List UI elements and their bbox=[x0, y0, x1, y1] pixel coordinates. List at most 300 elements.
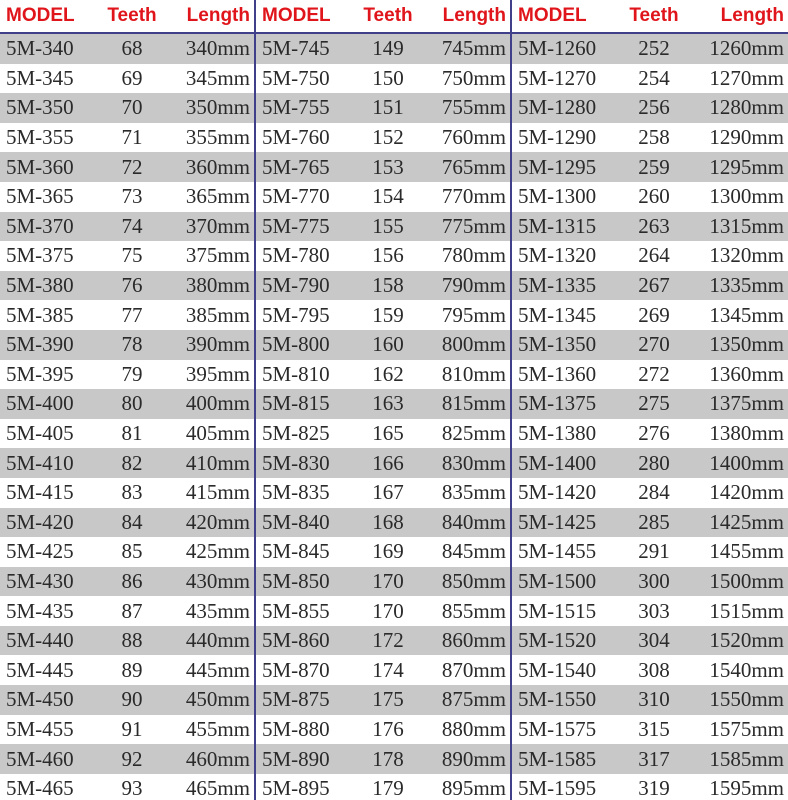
cell-teeth: 153 bbox=[372, 154, 404, 179]
cell-model: 5M-775 bbox=[262, 213, 330, 238]
cell-model: 5M-395 bbox=[6, 361, 74, 386]
cell-teeth: 69 bbox=[121, 65, 143, 90]
table-row bbox=[0, 596, 254, 626]
table-rows bbox=[512, 34, 788, 800]
cell-teeth: 68 bbox=[121, 36, 143, 61]
cell-teeth: 75 bbox=[121, 243, 143, 268]
table-header bbox=[512, 0, 788, 34]
cell-model: 5M-880 bbox=[262, 716, 330, 741]
table-row bbox=[256, 508, 510, 538]
table-row bbox=[512, 271, 788, 301]
cell-teeth: 172 bbox=[372, 628, 404, 653]
table-row bbox=[0, 655, 254, 685]
cell-model: 5M-1375 bbox=[518, 391, 597, 416]
cell-model: 5M-380 bbox=[6, 273, 74, 298]
cell-teeth: 89 bbox=[121, 657, 143, 682]
cell-model: 5M-1595 bbox=[518, 776, 597, 800]
cell-model: 5M-795 bbox=[262, 302, 330, 327]
cell-teeth: 90 bbox=[121, 687, 143, 712]
cell-length: 1335mm bbox=[709, 273, 784, 298]
cell-length: 830mm bbox=[441, 450, 506, 475]
cell-model: 5M-345 bbox=[6, 65, 74, 90]
cell-length: 345mm bbox=[185, 65, 250, 90]
cell-model: 5M-455 bbox=[6, 716, 74, 741]
table-row bbox=[256, 655, 510, 685]
table-row bbox=[512, 596, 788, 626]
cell-model: 5M-1380 bbox=[518, 421, 597, 446]
cell-length: 430mm bbox=[185, 568, 250, 593]
cell-model: 5M-420 bbox=[6, 509, 74, 534]
cell-model: 5M-870 bbox=[262, 657, 330, 682]
cell-model: 5M-780 bbox=[262, 243, 330, 268]
cell-length: 850mm bbox=[441, 568, 506, 593]
cell-teeth: 81 bbox=[121, 421, 143, 446]
table-row bbox=[256, 448, 510, 478]
table-row bbox=[0, 64, 254, 94]
cell-length: 445mm bbox=[185, 657, 250, 682]
cell-length: 365mm bbox=[185, 184, 250, 209]
cell-length: 750mm bbox=[441, 65, 506, 90]
cell-model: 5M-1540 bbox=[518, 657, 597, 682]
cell-model: 5M-855 bbox=[262, 598, 330, 623]
cell-model: 5M-365 bbox=[6, 184, 74, 209]
cell-teeth: 176 bbox=[372, 716, 404, 741]
table-row bbox=[0, 360, 254, 390]
cell-model: 5M-890 bbox=[262, 746, 330, 771]
cell-model: 5M-760 bbox=[262, 125, 330, 150]
cell-model: 5M-1295 bbox=[518, 154, 597, 179]
cell-length: 810mm bbox=[441, 361, 506, 386]
cell-teeth: 87 bbox=[121, 598, 143, 623]
cell-length: 380mm bbox=[185, 273, 250, 298]
table-row bbox=[256, 64, 510, 94]
cell-length: 415mm bbox=[185, 480, 250, 505]
header-length: Length bbox=[442, 5, 506, 26]
cell-model: 5M-1500 bbox=[518, 568, 597, 593]
table-row bbox=[512, 212, 788, 242]
cell-model: 5M-1270 bbox=[518, 65, 597, 90]
table-row bbox=[256, 34, 510, 64]
table-row bbox=[0, 300, 254, 330]
cell-length: 390mm bbox=[185, 332, 250, 357]
cell-teeth: 77 bbox=[121, 302, 143, 327]
cell-length: 1515mm bbox=[709, 598, 784, 623]
cell-model: 5M-1455 bbox=[518, 539, 597, 564]
cell-model: 5M-350 bbox=[6, 95, 74, 120]
cell-teeth: 71 bbox=[121, 125, 143, 150]
cell-length: 460mm bbox=[185, 746, 250, 771]
table-block-2 bbox=[254, 0, 510, 800]
cell-model: 5M-810 bbox=[262, 361, 330, 386]
cell-length: 1550mm bbox=[709, 687, 784, 712]
cell-teeth: 74 bbox=[121, 213, 143, 238]
cell-model: 5M-1280 bbox=[518, 95, 597, 120]
table-row bbox=[0, 685, 254, 715]
cell-teeth: 84 bbox=[121, 509, 143, 534]
cell-teeth: 170 bbox=[372, 598, 404, 623]
cell-length: 1500mm bbox=[709, 568, 784, 593]
table-row bbox=[256, 271, 510, 301]
cell-teeth: 269 bbox=[638, 302, 670, 327]
table-row bbox=[0, 448, 254, 478]
header-model: MODEL bbox=[518, 5, 587, 26]
cell-teeth: 285 bbox=[638, 509, 670, 534]
cell-model: 5M-340 bbox=[6, 36, 74, 61]
cell-length: 1425mm bbox=[709, 509, 784, 534]
cell-length: 860mm bbox=[441, 628, 506, 653]
cell-teeth: 159 bbox=[372, 302, 404, 327]
cell-length: 1360mm bbox=[709, 361, 784, 386]
cell-teeth: 259 bbox=[638, 154, 670, 179]
table-row bbox=[512, 300, 788, 330]
cell-length: 405mm bbox=[185, 421, 250, 446]
table-block-3 bbox=[510, 0, 788, 800]
cell-model: 5M-1315 bbox=[518, 213, 597, 238]
cell-teeth: 291 bbox=[638, 539, 670, 564]
cell-length: 815mm bbox=[441, 391, 506, 416]
cell-teeth: 179 bbox=[372, 776, 404, 800]
cell-teeth: 165 bbox=[372, 421, 404, 446]
table-row bbox=[256, 715, 510, 745]
cell-length: 1345mm bbox=[709, 302, 784, 327]
table-row bbox=[512, 64, 788, 94]
cell-model: 5M-765 bbox=[262, 154, 330, 179]
cell-length: 1455mm bbox=[709, 539, 784, 564]
cell-teeth: 154 bbox=[372, 184, 404, 209]
table-row bbox=[512, 478, 788, 508]
table-row bbox=[256, 212, 510, 242]
cell-teeth: 88 bbox=[121, 628, 143, 653]
cell-length: 1375mm bbox=[709, 391, 784, 416]
cell-teeth: 166 bbox=[372, 450, 404, 475]
cell-teeth: 152 bbox=[372, 125, 404, 150]
table-row bbox=[0, 508, 254, 538]
table-row bbox=[256, 360, 510, 390]
cell-model: 5M-1425 bbox=[518, 509, 597, 534]
cell-length: 1260mm bbox=[709, 36, 784, 61]
cell-teeth: 78 bbox=[121, 332, 143, 357]
table-header bbox=[0, 0, 254, 34]
table-row bbox=[256, 182, 510, 212]
cell-length: 360mm bbox=[185, 154, 250, 179]
table-rows bbox=[0, 34, 254, 800]
cell-length: 825mm bbox=[441, 421, 506, 446]
cell-length: 1290mm bbox=[709, 125, 784, 150]
cell-length: 790mm bbox=[441, 273, 506, 298]
table-header bbox=[256, 0, 510, 34]
table-row bbox=[256, 685, 510, 715]
cell-length: 1380mm bbox=[709, 421, 784, 446]
cell-length: 775mm bbox=[441, 213, 506, 238]
cell-teeth: 151 bbox=[372, 95, 404, 120]
cell-teeth: 72 bbox=[121, 154, 143, 179]
cell-model: 5M-1360 bbox=[518, 361, 597, 386]
cell-length: 1315mm bbox=[709, 213, 784, 238]
cell-teeth: 308 bbox=[638, 657, 670, 682]
cell-model: 5M-425 bbox=[6, 539, 74, 564]
cell-length: 755mm bbox=[441, 95, 506, 120]
cell-model: 5M-460 bbox=[6, 746, 74, 771]
cell-teeth: 70 bbox=[121, 95, 143, 120]
table-row bbox=[256, 123, 510, 153]
cell-model: 5M-1520 bbox=[518, 628, 597, 653]
table-row bbox=[512, 330, 788, 360]
table-row bbox=[0, 123, 254, 153]
cell-length: 450mm bbox=[185, 687, 250, 712]
cell-model: 5M-875 bbox=[262, 687, 330, 712]
cell-length: 795mm bbox=[441, 302, 506, 327]
table-row bbox=[0, 744, 254, 774]
cell-teeth: 276 bbox=[638, 421, 670, 446]
cell-teeth: 86 bbox=[121, 568, 143, 593]
table-rows bbox=[256, 34, 510, 800]
table-row bbox=[512, 715, 788, 745]
cell-teeth: 258 bbox=[638, 125, 670, 150]
cell-teeth: 170 bbox=[372, 568, 404, 593]
cell-model: 5M-825 bbox=[262, 421, 330, 446]
cell-model: 5M-1320 bbox=[518, 243, 597, 268]
cell-model: 5M-355 bbox=[6, 125, 74, 150]
cell-teeth: 270 bbox=[638, 332, 670, 357]
cell-length: 1400mm bbox=[709, 450, 784, 475]
cell-length: 395mm bbox=[185, 361, 250, 386]
cell-length: 1350mm bbox=[709, 332, 784, 357]
table-row bbox=[256, 389, 510, 419]
table-row bbox=[0, 330, 254, 360]
cell-teeth: 80 bbox=[121, 391, 143, 416]
cell-length: 385mm bbox=[185, 302, 250, 327]
table-row bbox=[256, 93, 510, 123]
cell-length: 1420mm bbox=[709, 480, 784, 505]
cell-teeth: 169 bbox=[372, 539, 404, 564]
cell-length: 835mm bbox=[441, 480, 506, 505]
cell-teeth: 263 bbox=[638, 213, 670, 238]
table-row bbox=[0, 182, 254, 212]
cell-model: 5M-415 bbox=[6, 480, 74, 505]
cell-teeth: 174 bbox=[372, 657, 404, 682]
cell-length: 370mm bbox=[185, 213, 250, 238]
table-row bbox=[512, 93, 788, 123]
table-row bbox=[0, 478, 254, 508]
table-row bbox=[512, 182, 788, 212]
cell-model: 5M-1420 bbox=[518, 480, 597, 505]
cell-length: 745mm bbox=[441, 36, 506, 61]
cell-length: 845mm bbox=[441, 539, 506, 564]
cell-model: 5M-450 bbox=[6, 687, 74, 712]
cell-teeth: 85 bbox=[121, 539, 143, 564]
cell-length: 350mm bbox=[185, 95, 250, 120]
cell-teeth: 168 bbox=[372, 509, 404, 534]
cell-teeth: 319 bbox=[638, 776, 670, 800]
table-row bbox=[512, 34, 788, 64]
cell-model: 5M-770 bbox=[262, 184, 330, 209]
cell-model: 5M-1400 bbox=[518, 450, 597, 475]
cell-teeth: 304 bbox=[638, 628, 670, 653]
cell-length: 1280mm bbox=[709, 95, 784, 120]
cell-model: 5M-385 bbox=[6, 302, 74, 327]
cell-teeth: 79 bbox=[121, 361, 143, 386]
cell-teeth: 175 bbox=[372, 687, 404, 712]
cell-length: 1540mm bbox=[709, 657, 784, 682]
cell-model: 5M-790 bbox=[262, 273, 330, 298]
cell-model: 5M-1260 bbox=[518, 36, 597, 61]
cell-length: 340mm bbox=[185, 36, 250, 61]
cell-teeth: 252 bbox=[638, 36, 670, 61]
cell-length: 400mm bbox=[185, 391, 250, 416]
cell-model: 5M-830 bbox=[262, 450, 330, 475]
table-row bbox=[512, 537, 788, 567]
table-row bbox=[256, 152, 510, 182]
table-row bbox=[256, 567, 510, 597]
cell-model: 5M-400 bbox=[6, 391, 74, 416]
cell-length: 890mm bbox=[441, 746, 506, 771]
cell-teeth: 267 bbox=[638, 273, 670, 298]
cell-length: 455mm bbox=[185, 716, 250, 741]
table-row bbox=[512, 655, 788, 685]
cell-teeth: 73 bbox=[121, 184, 143, 209]
table-row bbox=[0, 152, 254, 182]
cell-model: 5M-850 bbox=[262, 568, 330, 593]
table-row bbox=[512, 241, 788, 271]
cell-teeth: 150 bbox=[372, 65, 404, 90]
cell-teeth: 162 bbox=[372, 361, 404, 386]
cell-teeth: 82 bbox=[121, 450, 143, 475]
table-row bbox=[256, 330, 510, 360]
cell-model: 5M-1300 bbox=[518, 184, 597, 209]
table-row bbox=[256, 300, 510, 330]
table-row bbox=[256, 241, 510, 271]
cell-teeth: 160 bbox=[372, 332, 404, 357]
cell-length: 435mm bbox=[185, 598, 250, 623]
cell-length: 765mm bbox=[441, 154, 506, 179]
cell-model: 5M-860 bbox=[262, 628, 330, 653]
cell-length: 410mm bbox=[185, 450, 250, 475]
cell-teeth: 163 bbox=[372, 391, 404, 416]
cell-teeth: 178 bbox=[372, 746, 404, 771]
cell-length: 880mm bbox=[441, 716, 506, 741]
table-row bbox=[0, 93, 254, 123]
cell-teeth: 264 bbox=[638, 243, 670, 268]
header-teeth: Teeth bbox=[629, 5, 679, 26]
cell-model: 5M-445 bbox=[6, 657, 74, 682]
cell-model: 5M-1290 bbox=[518, 125, 597, 150]
cell-teeth: 280 bbox=[638, 450, 670, 475]
cell-length: 355mm bbox=[185, 125, 250, 150]
cell-model: 5M-895 bbox=[262, 776, 330, 800]
table-row bbox=[512, 744, 788, 774]
table-row bbox=[0, 774, 254, 800]
cell-teeth: 260 bbox=[638, 184, 670, 209]
cell-teeth: 92 bbox=[121, 746, 143, 771]
cell-length: 1320mm bbox=[709, 243, 784, 268]
cell-teeth: 93 bbox=[121, 776, 143, 800]
cell-teeth: 303 bbox=[638, 598, 670, 623]
table-row bbox=[512, 360, 788, 390]
cell-teeth: 317 bbox=[638, 746, 670, 771]
cell-model: 5M-370 bbox=[6, 213, 74, 238]
cell-model: 5M-845 bbox=[262, 539, 330, 564]
cell-teeth: 91 bbox=[121, 716, 143, 741]
table-row bbox=[512, 626, 788, 656]
cell-model: 5M-435 bbox=[6, 598, 74, 623]
table-row bbox=[0, 34, 254, 64]
cell-length: 770mm bbox=[441, 184, 506, 209]
cell-length: 855mm bbox=[441, 598, 506, 623]
cell-model: 5M-1350 bbox=[518, 332, 597, 357]
cell-model: 5M-755 bbox=[262, 95, 330, 120]
cell-length: 870mm bbox=[441, 657, 506, 682]
cell-teeth: 76 bbox=[121, 273, 143, 298]
table-row bbox=[0, 537, 254, 567]
table-row bbox=[256, 478, 510, 508]
cell-model: 5M-1335 bbox=[518, 273, 597, 298]
cell-length: 440mm bbox=[185, 628, 250, 653]
table-row bbox=[512, 774, 788, 800]
header-model: MODEL bbox=[6, 5, 75, 26]
cell-length: 1270mm bbox=[709, 65, 784, 90]
cell-length: 1585mm bbox=[709, 746, 784, 771]
table-row bbox=[256, 626, 510, 656]
table-row bbox=[256, 744, 510, 774]
cell-model: 5M-405 bbox=[6, 421, 74, 446]
table-row bbox=[256, 774, 510, 800]
cell-teeth: 156 bbox=[372, 243, 404, 268]
table-row bbox=[512, 123, 788, 153]
cell-model: 5M-840 bbox=[262, 509, 330, 534]
header-length: Length bbox=[186, 5, 250, 26]
cell-length: 780mm bbox=[441, 243, 506, 268]
cell-model: 5M-1345 bbox=[518, 302, 597, 327]
cell-length: 875mm bbox=[441, 687, 506, 712]
table-row bbox=[0, 626, 254, 656]
table-row bbox=[512, 567, 788, 597]
table-row bbox=[512, 389, 788, 419]
cell-model: 5M-750 bbox=[262, 65, 330, 90]
table-row bbox=[0, 389, 254, 419]
table-row bbox=[0, 419, 254, 449]
cell-model: 5M-1585 bbox=[518, 746, 597, 771]
header-model: MODEL bbox=[262, 5, 331, 26]
cell-teeth: 83 bbox=[121, 480, 143, 505]
cell-teeth: 158 bbox=[372, 273, 404, 298]
cell-length: 760mm bbox=[441, 125, 506, 150]
cell-model: 5M-815 bbox=[262, 391, 330, 416]
header-length: Length bbox=[720, 5, 784, 26]
table-row bbox=[0, 271, 254, 301]
table-row bbox=[512, 448, 788, 478]
cell-model: 5M-835 bbox=[262, 480, 330, 505]
table-row bbox=[256, 419, 510, 449]
table-row bbox=[512, 508, 788, 538]
table-row bbox=[256, 537, 510, 567]
cell-teeth: 167 bbox=[372, 480, 404, 505]
cell-length: 800mm bbox=[441, 332, 506, 357]
cell-length: 1300mm bbox=[709, 184, 784, 209]
table-row bbox=[256, 596, 510, 626]
cell-model: 5M-1515 bbox=[518, 598, 597, 623]
table-row bbox=[512, 152, 788, 182]
header-teeth: Teeth bbox=[363, 5, 413, 26]
cell-teeth: 284 bbox=[638, 480, 670, 505]
cell-teeth: 272 bbox=[638, 361, 670, 386]
table-row bbox=[512, 685, 788, 715]
cell-model: 5M-1575 bbox=[518, 716, 597, 741]
table-row bbox=[0, 241, 254, 271]
cell-model: 5M-800 bbox=[262, 332, 330, 357]
cell-model: 5M-1550 bbox=[518, 687, 597, 712]
cell-model: 5M-440 bbox=[6, 628, 74, 653]
cell-teeth: 149 bbox=[372, 36, 404, 61]
